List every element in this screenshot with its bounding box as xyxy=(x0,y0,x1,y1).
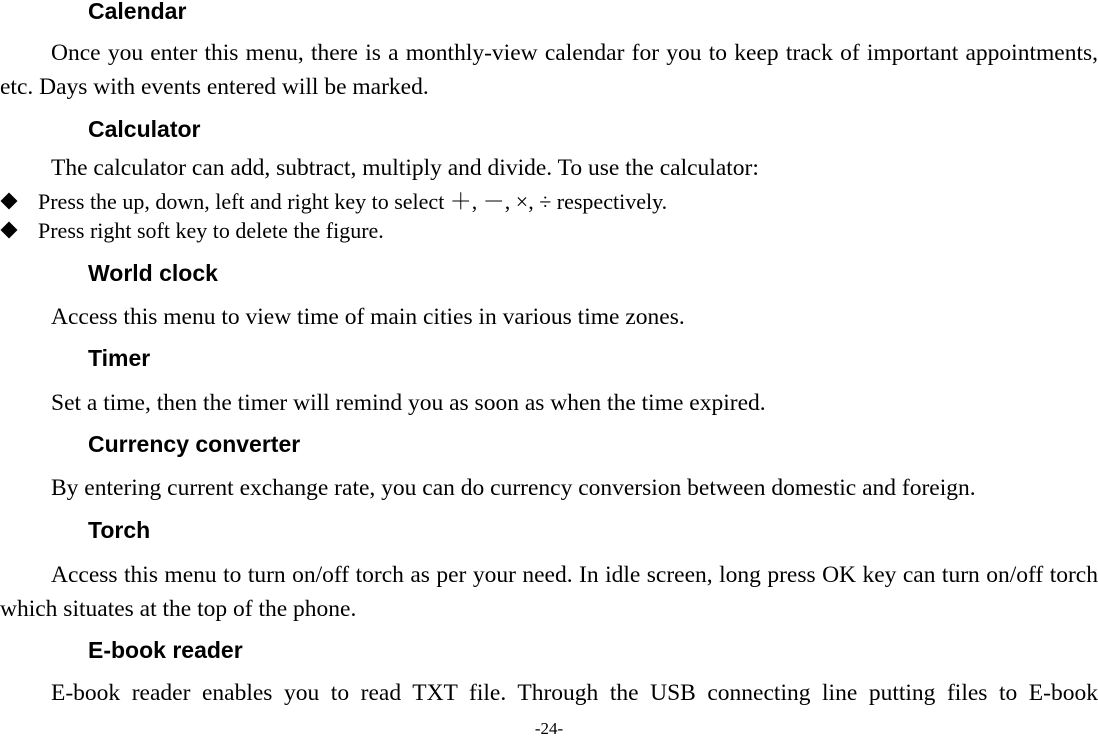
bullet-item-delete-figure xyxy=(0,217,384,245)
page-number: -24- xyxy=(534,719,564,738)
section-body-timer: Set a time, then the timer will remind you as soon as when the time expired. xyxy=(51,390,766,416)
section-body-world-clock: Access this menu to view time of main cities in various time zones. xyxy=(51,304,685,330)
section-body-currency-converter: By entering current exchange rate, you can do currency conversion between domestic and foreign. xyxy=(51,475,976,501)
section-body-ebook-reader: E-book reader enables you to read TXT file. Through the USB connecting line putting files to E-book xyxy=(51,680,1098,706)
section-body-calculator: The calculator can add, subtract, multiply and divide. To use the calculator: xyxy=(51,155,759,181)
section-heading-calculator: Calculator xyxy=(88,116,201,142)
bullet-text: Press right soft key to delete the figure. xyxy=(38,218,384,243)
section-body-calendar: Once you enter this menu, there is a monthly-view calendar for you to keep track of important appointments, etc. Days with events entered will be marked. xyxy=(0,40,1098,100)
section-body-torch: Access this menu to turn on/off torch as per your need. In idle screen, long press OK key can turn on/off torch which situates at the top of the phone. xyxy=(0,562,1098,622)
diamond-bullet-icon xyxy=(1,193,18,210)
diamond-bullet-icon xyxy=(1,222,18,239)
section-heading-timer: Timer xyxy=(88,345,151,371)
section-heading-calendar: Calendar xyxy=(88,0,187,24)
section-heading-world-clock: World clock xyxy=(88,260,218,286)
section-heading-currency-converter: Currency converter xyxy=(88,431,301,457)
bullet-item-select-operators xyxy=(0,188,667,216)
section-heading-ebook-reader: E-book reader xyxy=(88,637,243,663)
section-heading-torch: Torch xyxy=(88,517,151,543)
bullet-text: Press the up, down, left and right key to select ＋, －, ×, ÷ respectively. xyxy=(38,189,668,214)
